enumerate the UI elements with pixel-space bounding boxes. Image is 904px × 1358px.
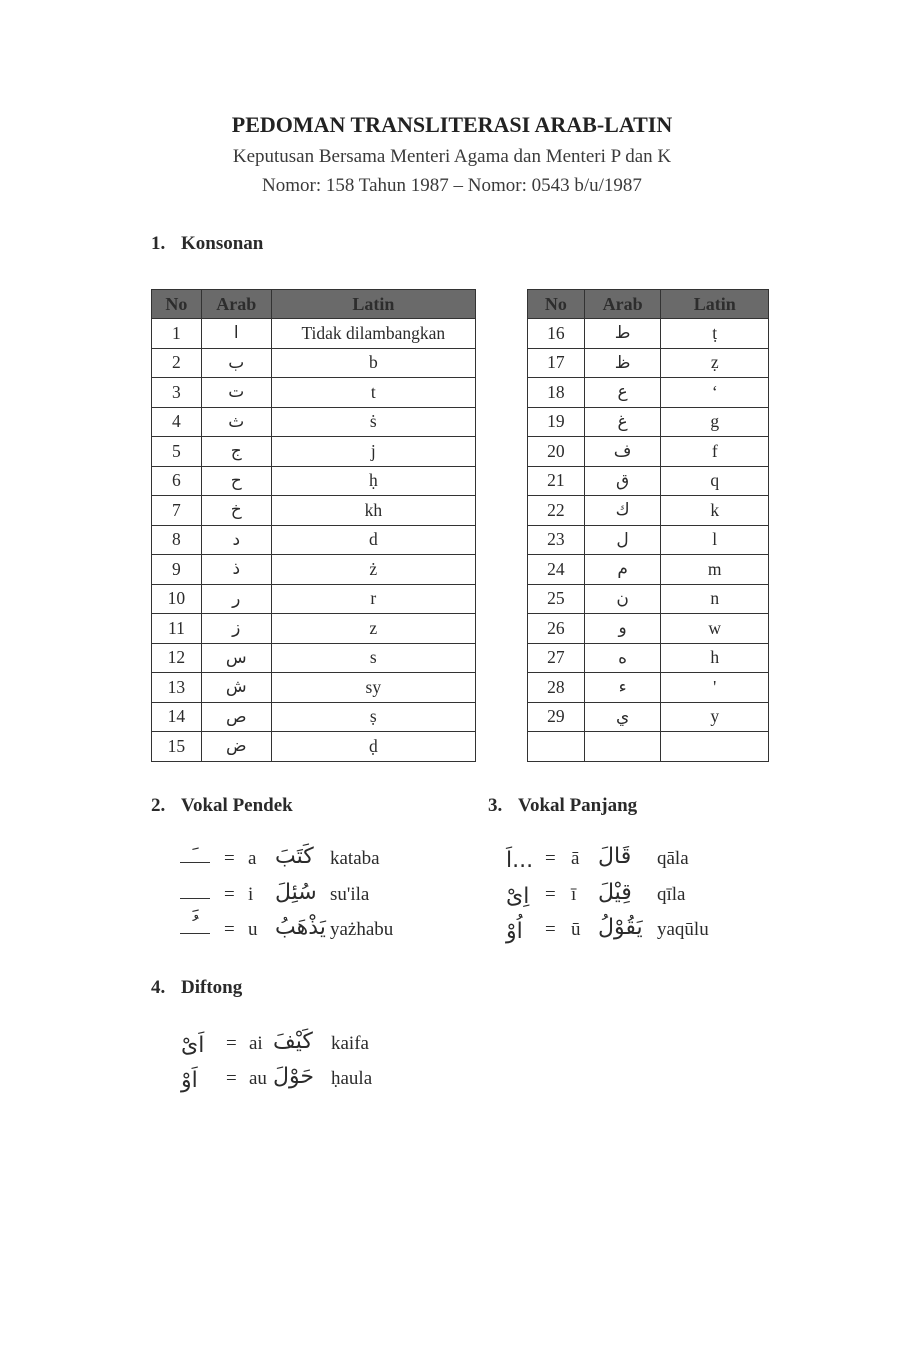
- cell-latin: kh: [271, 496, 475, 526]
- latin-example: qīla: [657, 883, 686, 905]
- cell-no: 28: [528, 673, 585, 703]
- column-header-arab: Arab: [584, 290, 661, 319]
- equals-sign: =: [226, 1068, 237, 1089]
- cell-no: 25: [528, 584, 585, 614]
- column-header-no: No: [152, 290, 202, 319]
- latin-example: kaifa: [331, 1033, 369, 1054]
- latin-example: ḥaula: [331, 1068, 373, 1089]
- cell-latin: m: [661, 555, 769, 585]
- equals-sign: =: [545, 883, 556, 905]
- cell-no: 29: [528, 702, 585, 732]
- section-diftong-heading: 4. Diftong: [151, 977, 243, 998]
- cell-latin: s: [271, 643, 475, 673]
- table-row: [152, 555, 476, 585]
- cell-no: 23: [528, 525, 585, 555]
- latin-example: kataba: [330, 848, 380, 869]
- cell-no: 22: [528, 496, 585, 526]
- cell-no: 4: [152, 407, 202, 437]
- table-row: [152, 643, 476, 673]
- cell-no: 24: [528, 555, 585, 585]
- cell-no: 6: [152, 466, 202, 496]
- cell-latin: sy: [271, 673, 475, 703]
- harakat-mark: اُوْ: [506, 919, 523, 944]
- cell-arab: م: [584, 555, 661, 585]
- cell-latin: q: [661, 466, 769, 496]
- cell-no: 20: [528, 437, 585, 467]
- arabic-example: سُئِلَ: [275, 879, 317, 905]
- latin-example: su'ila: [330, 883, 370, 905]
- harakat-base-line: [180, 933, 210, 934]
- cell-latin: [661, 732, 769, 762]
- cell-no: 18: [528, 378, 585, 408]
- arabic-example: حَوْلَ: [273, 1064, 314, 1089]
- cell-arab: خ: [201, 496, 271, 526]
- cell-arab: ا: [201, 319, 271, 349]
- page-title: PEDOMAN TRANSLITERASI ARAB-LATIN: [231, 112, 673, 137]
- latin-vowel: ai: [249, 1033, 263, 1054]
- cell-arab: ط: [584, 319, 661, 349]
- cell-no: 17: [528, 348, 585, 378]
- cell-no: [528, 732, 585, 762]
- cell-no: 27: [528, 643, 585, 673]
- table-row: [528, 407, 769, 437]
- cell-latin: ḥ: [271, 466, 475, 496]
- cell-no: 19: [528, 407, 585, 437]
- table-row: [528, 584, 769, 614]
- cell-arab: ت: [201, 378, 271, 408]
- latin-example: qāla: [657, 848, 689, 869]
- cell-latin: r: [271, 584, 475, 614]
- table-row: [528, 614, 769, 644]
- cell-arab: ف: [584, 437, 661, 467]
- cell-latin: n: [661, 584, 769, 614]
- table-row: [528, 525, 769, 555]
- harakat-mark: اَوْ: [181, 1068, 198, 1093]
- cell-no: 16: [528, 319, 585, 349]
- cell-arab: غ: [584, 407, 661, 437]
- equals-sign: =: [545, 848, 556, 869]
- cell-arab: د: [201, 525, 271, 555]
- cell-arab: ر: [201, 584, 271, 614]
- cell-no: 21: [528, 466, 585, 496]
- konsonan-table-right: [527, 289, 769, 762]
- cell-arab: ك: [584, 496, 661, 526]
- cell-arab: ض: [201, 732, 271, 762]
- cell-arab: ح: [201, 466, 271, 496]
- cell-latin: ṡ: [271, 407, 475, 437]
- table-row: [152, 496, 476, 526]
- cell-latin: ‘: [661, 378, 769, 408]
- cell-no: 26: [528, 614, 585, 644]
- cell-latin: d: [271, 525, 475, 555]
- cell-latin: y: [661, 702, 769, 732]
- section-vokal-pendek-heading: 2. Vokal Pendek: [151, 795, 293, 816]
- equals-sign: =: [224, 848, 235, 869]
- cell-arab: ء: [584, 673, 661, 703]
- list-item: [151, 879, 481, 914]
- harakat-base-line: [180, 862, 210, 863]
- table-row: [528, 437, 769, 467]
- table-row: [152, 673, 476, 703]
- arabic-example: يَذْهَبُ: [275, 915, 326, 940]
- equals-sign: =: [226, 1033, 237, 1054]
- latin-vowel: au: [249, 1068, 267, 1089]
- table-row: [528, 643, 769, 673]
- cell-no: 9: [152, 555, 202, 585]
- cell-no: 12: [152, 643, 202, 673]
- cell-latin: ḍ: [271, 732, 475, 762]
- table-row: [152, 732, 476, 762]
- section-konsonan-heading: 1. Konsonan: [151, 233, 264, 254]
- list-item: [151, 844, 481, 878]
- cell-no: 5: [152, 437, 202, 467]
- table-row: [152, 584, 476, 614]
- arabic-example: قَالَ: [598, 844, 632, 869]
- cell-latin: t: [271, 378, 475, 408]
- equals-sign: =: [545, 919, 556, 940]
- cell-latin: k: [661, 496, 769, 526]
- cell-arab: ب: [201, 348, 271, 378]
- list-item: [506, 879, 836, 914]
- cell-no: 10: [152, 584, 202, 614]
- harakat-mark: ...اَ: [506, 848, 534, 873]
- cell-latin: ': [661, 673, 769, 703]
- table-row: [152, 348, 476, 378]
- cell-latin: z: [271, 614, 475, 644]
- page-subtitle-number: Nomor: 158 Tahun 1987 – Nomor: 0543 b/u/1987: [262, 175, 642, 196]
- latin-vowel: u: [248, 919, 258, 940]
- arabic-example: قِيْلَ: [598, 879, 632, 905]
- cell-arab: ي: [584, 702, 661, 732]
- table-row: [528, 496, 769, 526]
- cell-arab: ه: [584, 643, 661, 673]
- column-header-latin: Latin: [661, 290, 769, 319]
- list-item: [151, 1029, 481, 1063]
- cell-latin: f: [661, 437, 769, 467]
- table-row: [152, 437, 476, 467]
- cell-no: 1: [152, 319, 202, 349]
- cell-latin: g: [661, 407, 769, 437]
- page-subtitle-decree: Keputusan Bersama Menteri Agama dan Menteri P dan K: [232, 146, 672, 167]
- latin-example: yażhabu: [330, 919, 394, 940]
- cell-arab: ل: [584, 525, 661, 555]
- cell-no: 11: [152, 614, 202, 644]
- cell-latin: h: [661, 643, 769, 673]
- cell-no: 13: [152, 673, 202, 703]
- cell-latin: Tidak dilambangkan: [271, 319, 475, 349]
- latin-vowel: ī: [571, 883, 577, 905]
- list-item: [151, 915, 481, 949]
- cell-arab: ج: [201, 437, 271, 467]
- table-row: [152, 319, 476, 349]
- cell-no: 15: [152, 732, 202, 762]
- cell-arab: ذ: [201, 555, 271, 585]
- table-row: [528, 702, 769, 732]
- latin-vowel: i: [248, 883, 254, 905]
- table-row: [528, 378, 769, 408]
- equals-sign: =: [224, 883, 235, 905]
- arabic-example: كَيْفَ: [273, 1029, 313, 1054]
- section-vokal-panjang-heading: 3. Vokal Panjang: [488, 795, 638, 816]
- latin-example: yaqūlu: [657, 919, 709, 940]
- cell-arab: ع: [584, 378, 661, 408]
- latin-vowel: ā: [571, 848, 580, 869]
- column-header-no: No: [528, 290, 585, 319]
- table-row: [528, 466, 769, 496]
- table-row: [528, 555, 769, 585]
- cell-arab: ق: [584, 466, 661, 496]
- list-item: [151, 1064, 481, 1098]
- harakat-mark: اَىْ: [181, 1033, 205, 1058]
- table-row: [152, 407, 476, 437]
- cell-no: 3: [152, 378, 202, 408]
- equals-sign: =: [224, 919, 235, 940]
- cell-arab: ن: [584, 584, 661, 614]
- table-row: [152, 702, 476, 732]
- cell-latin: ṣ: [271, 702, 475, 732]
- table-row: [528, 319, 769, 349]
- latin-vowel: a: [248, 848, 257, 869]
- cell-latin: ż: [271, 555, 475, 585]
- konsonan-table-left: [151, 289, 476, 762]
- cell-arab: [584, 732, 661, 762]
- cell-arab: ظ: [584, 348, 661, 378]
- cell-latin: w: [661, 614, 769, 644]
- cell-latin: ẓ: [661, 348, 769, 378]
- cell-no: 2: [152, 348, 202, 378]
- table-row: [152, 525, 476, 555]
- column-header-arab: Arab: [201, 290, 271, 319]
- latin-vowel: ū: [571, 919, 581, 940]
- cell-arab: ز: [201, 614, 271, 644]
- cell-arab: ص: [201, 702, 271, 732]
- table-row: [528, 348, 769, 378]
- harakat-mark: اِىْ: [506, 883, 530, 909]
- cell-latin: l: [661, 525, 769, 555]
- list-item: [506, 915, 836, 949]
- cell-latin: j: [271, 437, 475, 467]
- cell-no: 14: [152, 702, 202, 732]
- cell-no: 7: [152, 496, 202, 526]
- table-row: [528, 732, 769, 762]
- cell-arab: ش: [201, 673, 271, 703]
- column-header-latin: Latin: [271, 290, 475, 319]
- arabic-example: يَقُوْلُ: [598, 915, 643, 940]
- harakat-base-line: [180, 898, 210, 899]
- table-row: [152, 466, 476, 496]
- list-item: [506, 844, 836, 878]
- cell-arab: و: [584, 614, 661, 644]
- arabic-example: كَتَبَ: [275, 844, 314, 869]
- cell-latin: ṭ: [661, 319, 769, 349]
- cell-arab: س: [201, 643, 271, 673]
- table-row: [152, 378, 476, 408]
- table-row: [528, 673, 769, 703]
- table-row: [152, 614, 476, 644]
- cell-latin: b: [271, 348, 475, 378]
- cell-no: 8: [152, 525, 202, 555]
- cell-arab: ث: [201, 407, 271, 437]
